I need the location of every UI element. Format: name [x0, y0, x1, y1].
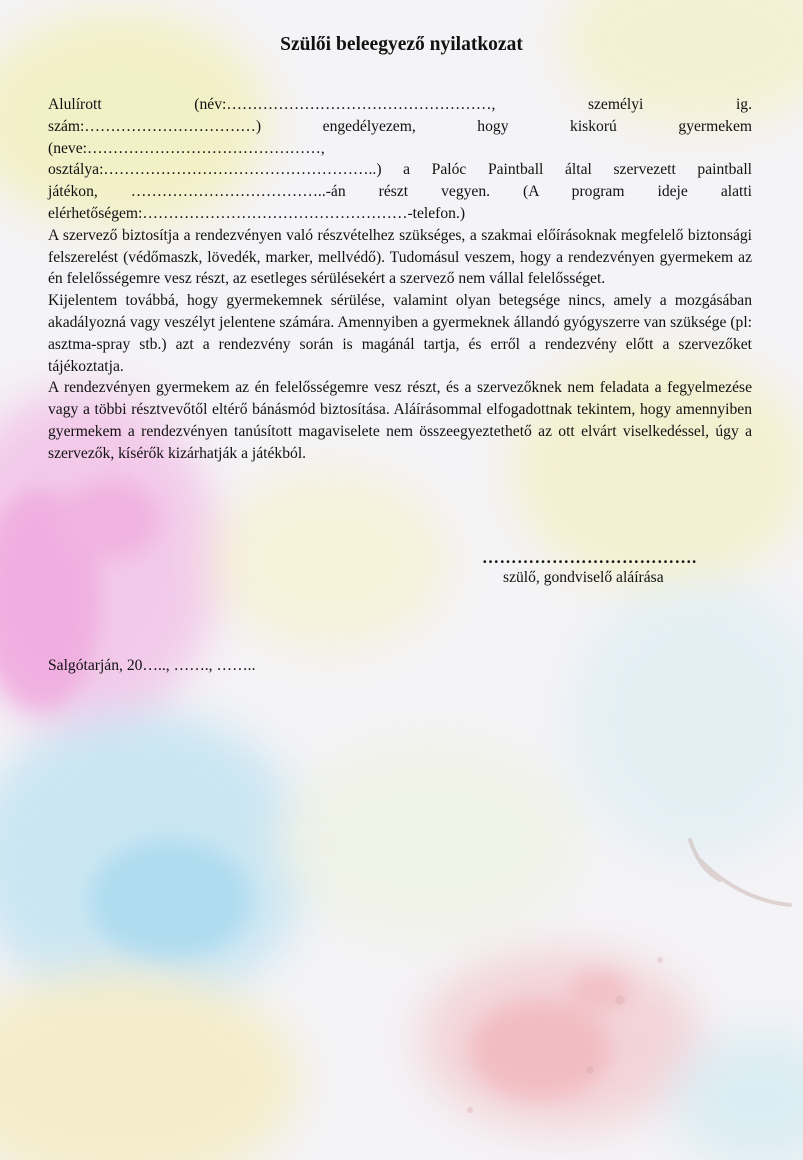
document-title: Szülői beleegyező nyilatkozat: [280, 34, 523, 55]
place-date-line: Salgótarján, 20….., ……., ……..: [48, 657, 256, 674]
signature-line: ……………………………….: [482, 548, 697, 567]
intro-line: Alulírott (név:……………………………………………, személyi ig.: [48, 96, 752, 113]
intro-paragraph: [48, 94, 752, 225]
discipline-paragraph: A rendezvényen gyermekem az én felelősségemre vesz részt, és a szervezőknek nem feladata a fegyelmezése vagy a többi résztvevőtől eltérő bánásmód biztosítása. Aláírásommal elfogadottnak tekintem, hogy amennyiben gyermekem a rendezvényen tanúsított magaviselete nem összeegyeztethető az ott elvárt viselkedéssel, úgy a szervezők, kísérők kizárhatják a játékból.: [48, 379, 752, 462]
intro-line: játékon, ………………………………..-án részt vegyen. (A program ideje alatti: [48, 183, 752, 201]
intro-line: elérhetőségem:……………………………………………-telefon.): [48, 204, 466, 222]
health-paragraph: Kijelentem továbbá, hogy gyermekemnek sérülése, valamint olyan betegsége nincs, amely a mozgásában akadályozná vagy veszélyt jelentene számára. Amennyiben a gyermeknek állandó gyógyszerre van szüksége (pl: asztma-spray stb.) azt a rendezvény során is magánál tartja, és erről a rendezvény előtt a szervezőket tájékoztatja.: [48, 292, 752, 375]
equipment-paragraph: A szervező biztosítja a rendezvényen való részvételhez szükséges, a szakmai előírásoknak megfelelő biztonsági felszerelést (védőmaszk, lövedék, marker, mellvédő). Tudomásul veszem, hogy a rendezvényen gyermekem az én felelősségemre vesz részt, az esetleges sérülésekért a szervező nem vállal felelősséget.: [48, 226, 752, 288]
intro-line: osztálya:……………………………………………..) a Palóc Paintball által szervezett paintball: [48, 161, 752, 179]
intro-line: (neve:………………………………………,: [48, 139, 325, 157]
document-body: [48, 94, 752, 465]
intro-line: szám:……………………………) engedélyezem, hogy kiskorú gyermekem: [48, 117, 752, 135]
signature-label: szülő, gondviselő aláírása: [503, 569, 664, 586]
